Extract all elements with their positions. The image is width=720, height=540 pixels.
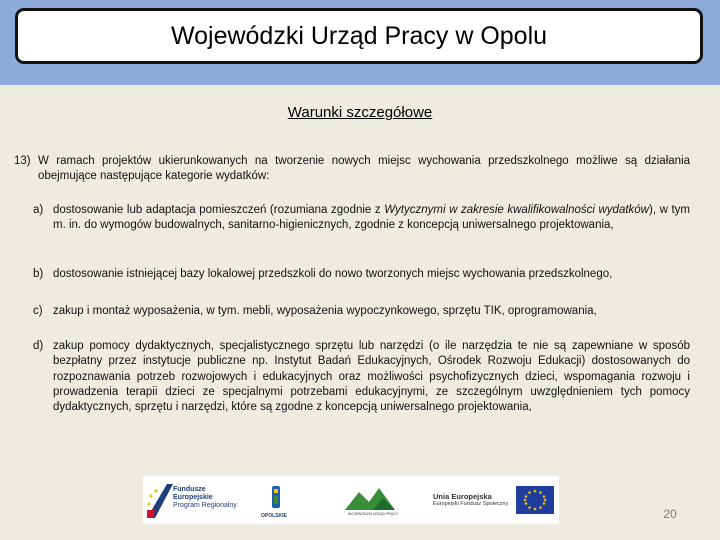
item-label: d) xyxy=(33,340,44,352)
item-text: zakup pomocy dydaktycznych, specjalistycznego sprzętu lub narzędzi (o ile narzędzia te nie są zapewniane w sposób bezpłatny przez instytucje publiczne np. Instytut Badań Edukacyjnych, Ośrodek Rozwoju Edukacji) dostosowanych do rozpoznawania potrzeb rozwojowych i edukacyjnych oraz możliwości psychofizycznych dzieci, wspomagania rozwoju i prowadzenia terapii dzieci ze specjalnymi potrzebami edukacyjnymi, ze szczególnym uwzględnieniem tych pomocy dydaktycznych, sprzętu i narzędzi, które są zgodne z koncepcją uniwersalnego projektowania, xyxy=(53,340,690,414)
item-label: 13) xyxy=(14,155,31,167)
opolskie-logo xyxy=(251,476,311,524)
fe-line1: Fundusze xyxy=(173,486,206,493)
item-label: a) xyxy=(33,204,44,216)
eu-flag-icon xyxy=(516,486,554,514)
page-title: Wojewódzki Urząd Pracy w Opolu xyxy=(170,21,548,50)
list-item-d xyxy=(33,339,690,415)
fundusze-europejskie-logo xyxy=(143,476,238,524)
logo-strip xyxy=(143,476,559,524)
opolskie-crest-icon xyxy=(269,484,283,512)
fe-line3: Program Regionalny xyxy=(173,502,237,509)
item-text: dostosowanie istniejącej bazy lokalowej przedszkoli do nowo tworzonych miejsc wychowania przedszkolnego, xyxy=(53,268,613,280)
wup-logo xyxy=(338,476,408,524)
item-label: c) xyxy=(33,305,43,317)
page-number: 20 xyxy=(663,507,677,521)
section-title: Warunki szczegółowe xyxy=(287,104,433,121)
item-text: W ramach projektów ukierunkowanych na tworzenie nowych miejsc wychowania przedszkolnego możliwe są działania obejmujące następujące kategorie wydatków: xyxy=(38,155,690,183)
item-text: dostosowanie lub adaptacja pomieszczeń (rozumiana zgodnie z Wytycznymi w zakresie kwalifikowalności wydatków), w tym m. in. do wymogów budowalnych, sanitarno-higienicznych, zgodnie z koncepcją uniwersalnego projektowania, xyxy=(53,204,690,232)
wup-mountains-icon xyxy=(343,484,403,514)
list-item-b xyxy=(33,267,690,282)
fe-flag-icon xyxy=(145,480,175,520)
opolskie-label: OPOLSKIE xyxy=(261,513,287,519)
ue-line2: Europejski Fundusz Społeczny xyxy=(433,501,509,507)
fe-line2: Europejskie xyxy=(173,494,213,501)
unia-europejska-logo xyxy=(428,476,558,524)
item-text: zakup i montaż wyposażenia, w tym. mebli, wyposażenia wypoczynkowego, sprzętu TIK, oprogramowania, xyxy=(53,305,597,317)
ue-line1: Unia Europejska xyxy=(433,492,492,501)
title-box xyxy=(15,8,703,64)
item-label: b) xyxy=(33,268,44,280)
paragraph-13 xyxy=(14,154,690,185)
list-item-c xyxy=(33,304,690,319)
wup-label: WOJEWÓDZKI URZĄD PRACY xyxy=(347,512,399,516)
item-text-italic: Wytycznymi w zakresie kwalifikowalności wydatków xyxy=(384,204,649,216)
list-item-a xyxy=(33,203,690,234)
